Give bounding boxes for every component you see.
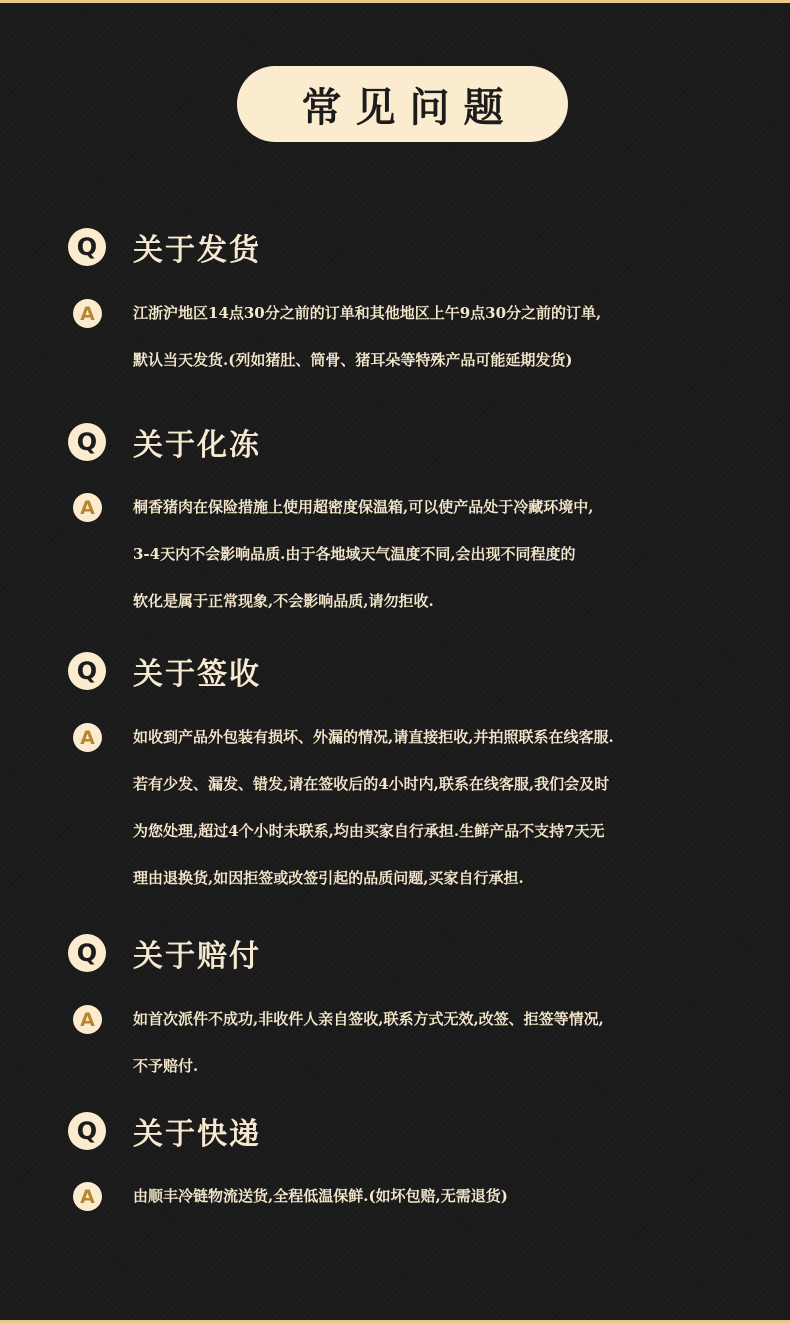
answer-text [133, 495, 753, 636]
q-icon: Q [68, 228, 106, 266]
question-row [68, 651, 261, 691]
title-banner [237, 66, 568, 142]
answer-line: 如收到产品外包装有损坏、外漏的情况,请直接拒收,并拍照联系在线客服. [133, 728, 614, 746]
question-text: 关于化冻 [133, 428, 261, 463]
question-text: 关于签收 [133, 657, 261, 692]
a-icon: A [73, 1005, 102, 1034]
q-icon: Q [68, 652, 106, 690]
answer-line: 理由退换货,如因拒签或改签引起的品质问题,买家自行承担. [133, 869, 524, 887]
answer-line: 不予赔付. [133, 1057, 199, 1075]
answer-line: 如首次派件不成功,非收件人亲自签收,联系方式无效,改签、拒签等情况, [133, 1010, 604, 1028]
answer-line: 3-4天内不会影响品质.由于各地域天气温度不同,会出现不同程度的 [133, 545, 576, 563]
page-title: 常见问题 [301, 83, 518, 131]
q-icon: Q [68, 1112, 106, 1150]
a-icon: A [73, 493, 102, 522]
question-row [68, 933, 261, 973]
answer-text [133, 1184, 753, 1231]
answer-text [133, 725, 753, 913]
top-border [0, 0, 790, 3]
answer-line: 默认当天发货.(列如猪肚、筒骨、猪耳朵等特殊产品可能延期发货) [133, 351, 573, 369]
answer-text [133, 301, 753, 395]
answer-line: 江浙沪地区14点30分之前的订单和其他地区上午9点30分之前的订单, [133, 304, 602, 322]
answer-line: 为您处理,超过4个小时未联系,均由买家自行承担.生鲜产品不支持7天无 [133, 822, 605, 840]
question-text: 关于发货 [133, 233, 261, 268]
answer-line: 桐香猪肉在保险措施上使用超密度保温箱,可以使产品处于冷藏环境中, [133, 498, 594, 516]
a-icon: A [73, 723, 102, 752]
question-row [68, 1111, 261, 1151]
question-text: 关于快递 [133, 1117, 261, 1152]
question-row [68, 422, 261, 462]
answer-line: 软化是属于正常现象,不会影响品质,请勿拒收. [133, 592, 434, 610]
answer-line: 若有少发、漏发、错发,请在签收后的4小时内,联系在线客服,我们会及时 [133, 775, 610, 793]
a-icon: A [73, 299, 102, 328]
answer-line: 由顺丰冷链物流送货,全程低温保鲜.(如坏包赔,无需退货) [133, 1187, 508, 1205]
q-icon: Q [68, 423, 106, 461]
answer-text [133, 1007, 753, 1101]
a-icon: A [73, 1182, 102, 1211]
q-icon: Q [68, 934, 106, 972]
question-text: 关于赔付 [133, 939, 261, 974]
question-row [68, 227, 261, 267]
